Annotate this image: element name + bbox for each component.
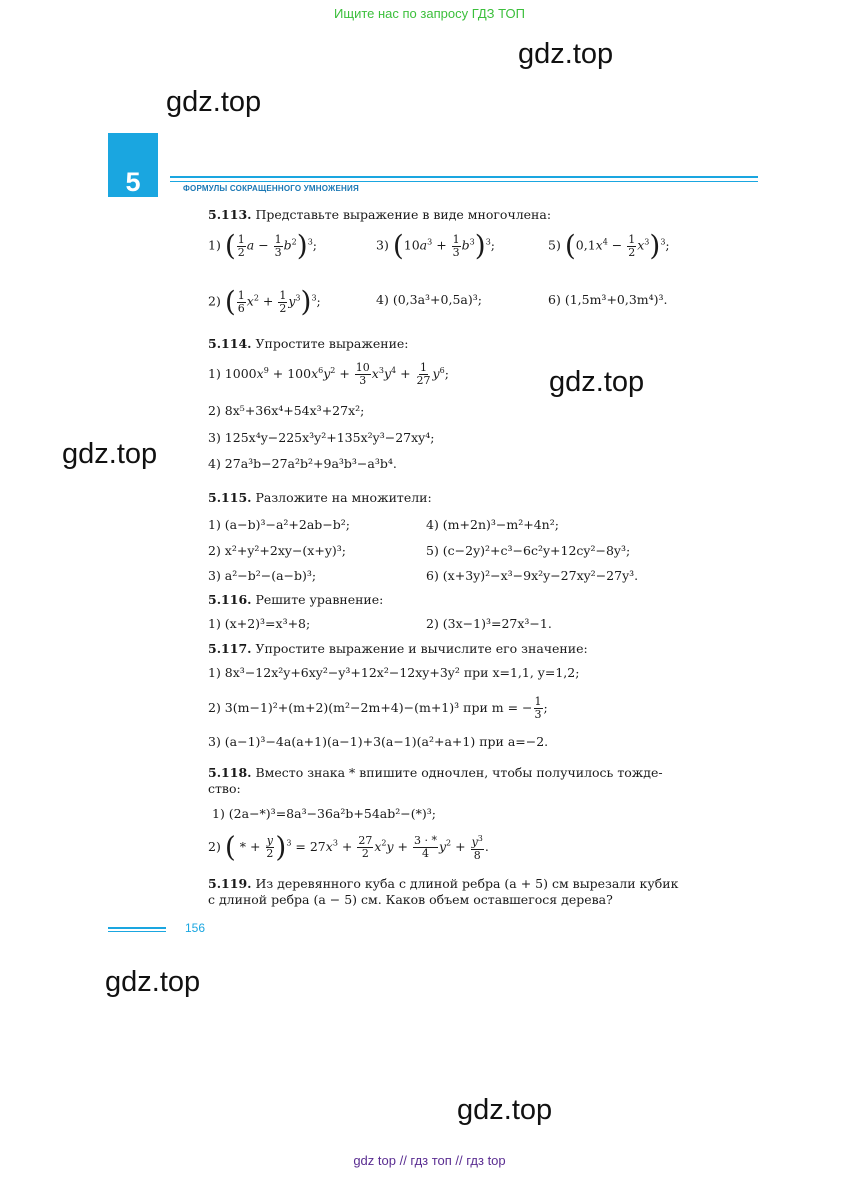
math-item: 5) (c−2y)²+c³−6c²y+12cy²−8y³; [426, 543, 631, 558]
exercise-number: 5.118. [208, 765, 252, 780]
item-label: 2) [208, 293, 221, 309]
math-item [548, 292, 668, 308]
watermark: gdz.top [518, 38, 614, 70]
math-item: 3) (a−1)³−4a(a+1)(a−1)+3(a−1)(a²+a+1) при a=−2. [208, 734, 549, 749]
watermark: gdz.top [549, 366, 645, 398]
exercise-heading [208, 765, 663, 781]
math-item: 1) $1000x^9 + 100x^6y^2$ + $\frac{10}{3}$ $x^3y^4$ + $\frac{1}{27}$ $y^6$; [208, 361, 449, 387]
page-number: 156 [185, 921, 206, 935]
exercise-text: Упростите выражение и вычислите его значение: [255, 641, 588, 656]
top-banner-link[interactable]: Ищите нас по запросу ГДЗ ТОП [334, 6, 525, 21]
header-rule [170, 176, 758, 178]
exercise-heading [208, 490, 432, 506]
item-text: (1,5m³+0,3m⁴)³. [564, 292, 668, 307]
watermark: gdz.top [62, 438, 158, 470]
bottom-links[interactable]: gdz top // гдз топ // гдз top [353, 1153, 506, 1168]
item-label: 5) [548, 237, 561, 253]
math-item: 1) (x+2)³=x³+8; [208, 616, 311, 631]
exercise-text: Разложите на множители: [255, 490, 432, 505]
exercise-number: 5.117. [208, 641, 252, 656]
chapter-title: ФОРМУЛЫ СОКРАЩЕННОГО УМНОЖЕНИЯ [183, 184, 359, 193]
math-item: 3) a²−b²−(a−b)³; [208, 568, 317, 583]
exercise-number: 5.113. [208, 207, 252, 222]
exercise-heading [208, 876, 678, 892]
exercise-text: Решите уравнение: [255, 592, 384, 607]
math-item: 1) (a−b)³−a²+2ab−b²; [208, 517, 351, 532]
math-item: 1) 8x³−12x²y+6xy²−y³+12x²−12xy+3y² при x=1,1, y=1,2; [208, 665, 580, 680]
chapter-number: 5 [125, 167, 141, 197]
math-item: 2) 3(m−1)²+(m+2)(m²−2m+4)−(m+1)³ при m = − $\frac{1}{3}$ ; [208, 695, 548, 721]
exercise-text-cont: с длиной ребра (a − 5) см. Каков объем оставшегося дерева? [208, 892, 613, 907]
watermark: gdz.top [105, 966, 201, 998]
footer-rule [108, 931, 166, 932]
item-label: 6) [548, 292, 561, 307]
item-text: (0,3a³+0,5a)³; [392, 292, 482, 307]
math-item: 1) ( $\frac{1}{2}$ a − $\frac{1}{3}$ $b^2)^3$; [208, 229, 317, 262]
exercise-number: 5.114. [208, 336, 252, 351]
exercise-text: Упростите выражение: [255, 336, 409, 351]
exercise-text: Представьте выражение в виде многочлена: [255, 207, 552, 222]
exercise-text-cont: ство: [208, 781, 241, 796]
exercise-number: 5.116. [208, 592, 252, 607]
math-item: 2) 8x⁵+36x⁴+54x³+27x²; [208, 403, 365, 418]
math-item: 1) (2a−*)³=8a³−36a²b+54ab²−(*)³; [212, 806, 436, 821]
item-label: 4) [376, 292, 389, 307]
exercise-number: 5.115. [208, 490, 252, 505]
math-item [376, 292, 482, 308]
math-item: 2) (3x−1)³=27x³−1. [426, 616, 552, 631]
math-item: 4) (m+2n)³−m²+4n²; [426, 517, 559, 532]
math-item: 6) (x+3y)²−x³−9x²y−27xy²−27y³. [426, 568, 639, 583]
exercise-heading [208, 336, 409, 352]
footer-rule [108, 927, 166, 929]
math-item: 3) ($10a^3$ + $\frac{1}{3}$ $b^3)^3$; [376, 229, 495, 262]
math-item: 2) x²+y²+2xy−(x+y)³; [208, 543, 346, 558]
item-label: 3) [376, 237, 389, 253]
math-item: 5) ($0,1x^4$ − $\frac{1}{2}$ $x^3)^3$; [548, 229, 670, 262]
math-item: 2) ( $\frac{1}{6}$ $x^2$ + $\frac{1}{2}$ $y^3)^3$; [208, 285, 321, 318]
exercise-heading [208, 592, 383, 608]
exercise-text: Из деревянного куба с длиной ребра (a + 5) см вырезали кубик [255, 876, 679, 891]
item-text: 2) 3(m−1)²+(m+2)(m²−2m+4)−(m+1)³ при m = − [208, 700, 533, 715]
watermark: gdz.top [457, 1094, 553, 1126]
math-item: 3) 125x⁴y−225x³y²+135x²y³−27xy⁴; [208, 430, 435, 445]
exercise-heading [208, 641, 588, 657]
exercise-number: 5.119. [208, 876, 252, 891]
math-item: 2) ( * + $\frac{y}{2}$ )$^3 = 27x^3$ + $\frac{27}{2}$ $x^2y$ + $\frac{3 \cdot *}{4}$ $y^2$ + $\frac{y^3}{8}$ . [208, 830, 489, 864]
exercise-heading [208, 207, 551, 223]
math-item: 4) 27a³b−27a²b²+9a³b³−a³b⁴. [208, 456, 397, 471]
header-rule [170, 181, 758, 182]
watermark: gdz.top [166, 86, 262, 118]
item-label: 1) [208, 237, 221, 253]
exercise-text: Вместо знака * впишите одночлен, чтобы получилось тожде- [255, 765, 663, 780]
